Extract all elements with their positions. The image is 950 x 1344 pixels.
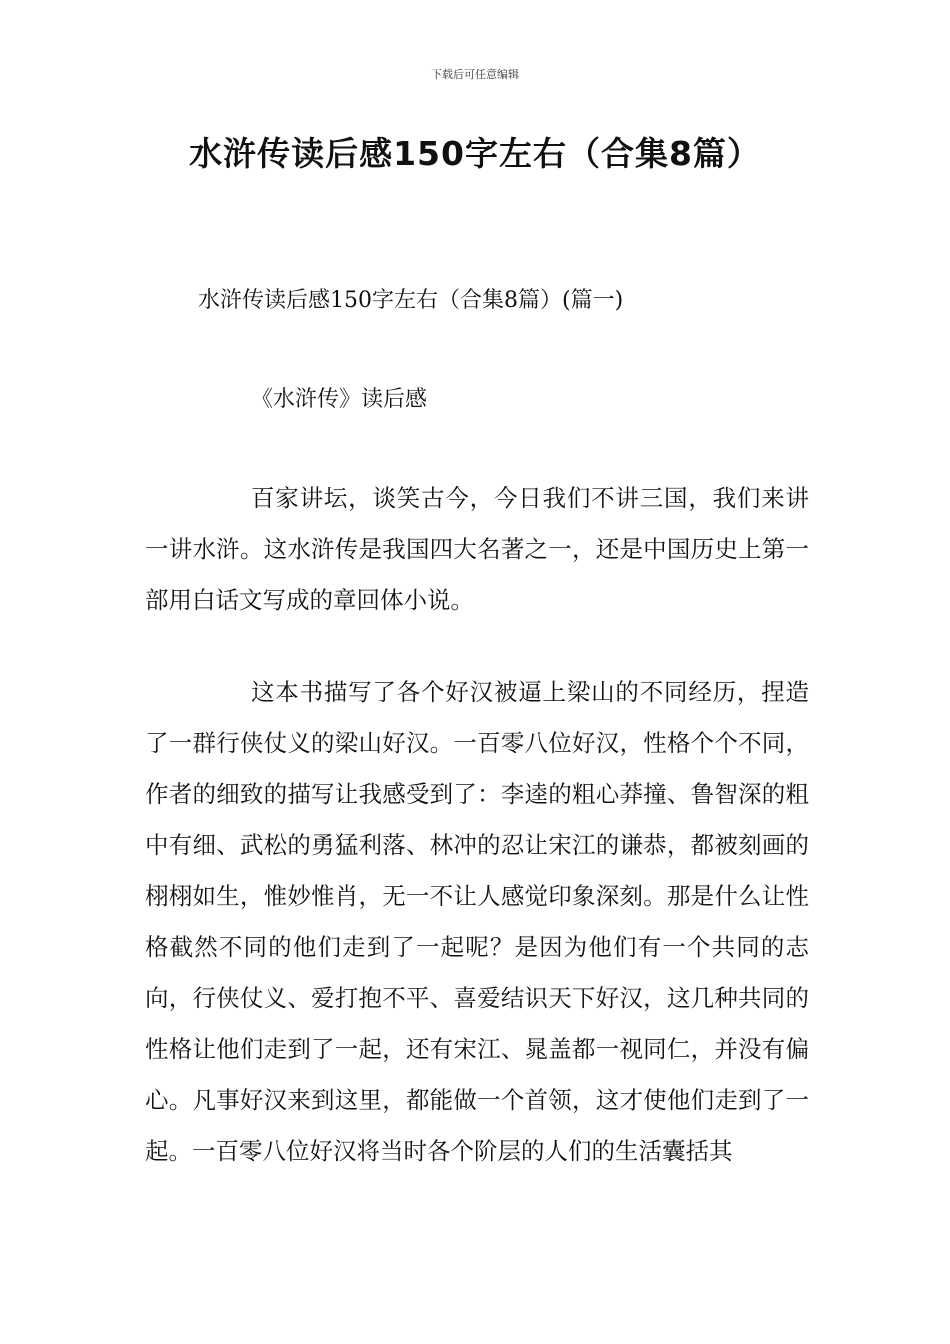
sub-heading: 《水浒传》读后感 bbox=[251, 387, 428, 412]
section-heading: 水浒传读后感150字左右（合集8篇）(篇一) bbox=[198, 288, 624, 313]
header-note: 下载后可任意编辑 bbox=[431, 68, 519, 81]
document-title: 水浒传读后感150字左右（合集8篇） bbox=[189, 134, 761, 173]
body-paragraph: 这本书描写了各个好汉被逼上梁山的不同经历，捏造了一群行侠仗义的梁山好汉。一百零八位好汉，性格个个不同，作者的细致的描写让我感受到了：李逵的粗心莽撞、鲁智深的粗中有细、武松的勇猛利落、林冲的忍让宋江的谦恭，都被刻画的栩栩如生，惟妙惟肖，无一不让人感觉印象深刻。那是什么让性格截然不同的他们走到了一起呢？是因为他们有一个共同的志向，行侠仗义、爱打抱不平、喜爱结识天下好汉，这几种共同的性格让他们走到了一起，还有宋江、晁盖都一视同仁，并没有偏心。凡事好汉来到这里，都能做一个首领，这才使他们走到了一起。一百零八位好汉将当时各个阶层的人们的生活囊括其 bbox=[145, 678, 809, 1165]
body-paragraph: 百家讲坛，谈笑古今，今日我们不讲三国，我们来讲一讲水浒。这水浒传是我国四大名著之一，还是中国历史上第一部用白话文写成的章回体小说。 bbox=[145, 484, 809, 614]
